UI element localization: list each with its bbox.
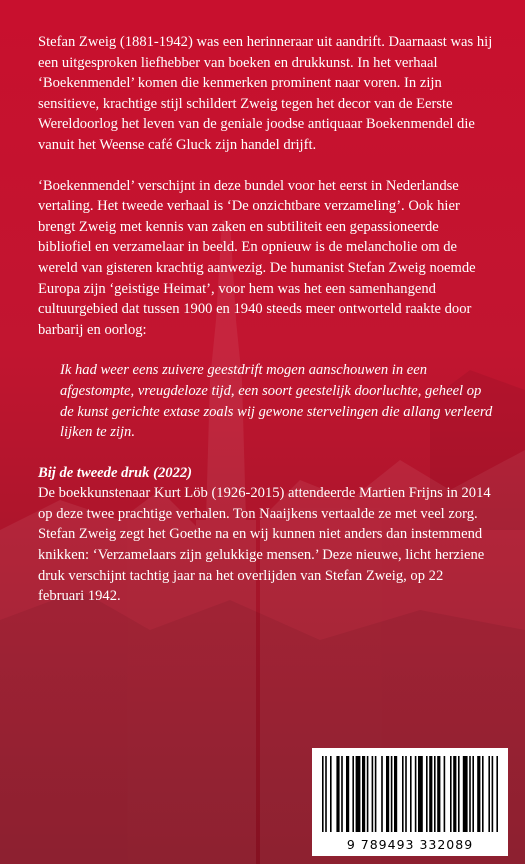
barcode-bars xyxy=(322,756,498,832)
barcode-bar xyxy=(362,756,365,832)
barcode-bar xyxy=(394,756,397,832)
barcode-bar xyxy=(469,756,471,832)
second-paragraph: ‘Boekenmendel’ verschijnt in deze bundel voor het eerst in Nederlandse vertaling. Het tweede verhaal is ‘De onzichtbare verzameling’. Ook hier brengt Zweig met kennis van zaken en subtiliteit een gepassioneerde bibliofiel en verzamelaar in beeld. En opnieuw is de melancholie om de wereld van gisteren krachtig aanwezig. De humanist Stefan Zweig noemde Europa zijn ‘geistige Heimat’, voor hem was het een samenhangend cultuurgebied dat tussen 1900 en 1940 steeds meer ontworteld raakte door barbarij en oorlog: xyxy=(38,177,476,338)
barcode-bar xyxy=(372,756,374,832)
second-edition-text: De boekkunstenaar Kurt Löb (1926-2015) attendeerde Martien Frijns in 2014 op deze twee prachtige verhalen. Ton Naaijkens vertaalde ze met veel zorg. Stefan Zweig zegt het Goethe na en wij kunnen niet anders dan instemmend knikken: ‘Verzamelaars zijn gelukkige mensen.’ Deze nieuwe, licht herziene druk verschijnt tachtig jaar na het overlijden van Stefan Zweig, op 22 februari 1942. xyxy=(38,485,491,605)
barcode-bar xyxy=(463,756,468,832)
barcode-bar xyxy=(450,756,452,832)
barcode-bar xyxy=(386,756,389,832)
barcode-bar xyxy=(426,756,428,832)
barcode-bar xyxy=(367,756,369,832)
barcode-bar xyxy=(375,756,377,832)
barcode-bar xyxy=(437,756,440,832)
second-edition-title: Bij de tweede druk (2022) xyxy=(38,464,193,481)
barcode-bar xyxy=(322,756,324,832)
isbn-barcode xyxy=(312,748,508,856)
barcode-bar xyxy=(325,756,327,832)
barcode-bar xyxy=(410,756,412,832)
barcode-bar xyxy=(415,756,417,832)
barcode-bar xyxy=(402,756,404,832)
barcode-bar xyxy=(418,756,423,832)
barcode-bar xyxy=(434,756,436,832)
back-cover-text xyxy=(38,32,493,607)
barcode-bar xyxy=(488,756,490,832)
barcode-bar xyxy=(492,756,494,832)
barcode-bar xyxy=(444,756,446,832)
barcode-bar xyxy=(336,756,339,832)
barcode-digits: 9 789493 332089 xyxy=(346,837,474,852)
barcode-bar xyxy=(458,756,460,832)
barcode-bar xyxy=(356,756,361,832)
barcode-bar xyxy=(391,756,393,832)
barcode-bar xyxy=(429,756,432,832)
barcode-bar xyxy=(346,756,349,832)
barcode-bar xyxy=(477,756,480,832)
intro-paragraph: Stefan Zweig (1881-1942) was een herinneraar uit aandrift. Daarnaast was hij een uitgesproken liefhebber van boeken en drukkunst. In het verhaal ‘Boekenmendel’ komen die kenmerken prominent naar voren. In zijn sensitieve, krachtige stijl schildert Zweig tegen het decor van de Eerste Wereldoorlog het leven van de geniale joodse antiquaar Boekenmendel die vanuit het Weense café Gluck zijn handel drijft. xyxy=(38,34,493,153)
barcode-bar xyxy=(405,756,407,832)
quote-block: Ik had weer eens zuivere geestdrift mogen aanschouwen in een afgestompte, vreugdeloze tijd, een soort geestelijk doorluchte, geheel op de kunst gerichte extase zoals wij gewone stervelingen die allang verleerd lijken te zijn. xyxy=(60,362,493,441)
barcode-bar xyxy=(472,756,474,832)
barcode-bar xyxy=(482,756,484,832)
barcode-bar xyxy=(496,756,498,832)
barcode-bar xyxy=(381,756,383,832)
barcode-bar xyxy=(341,756,343,832)
barcode-bar xyxy=(352,756,354,832)
barcode-bar xyxy=(453,756,456,832)
barcode-bar xyxy=(330,756,332,832)
